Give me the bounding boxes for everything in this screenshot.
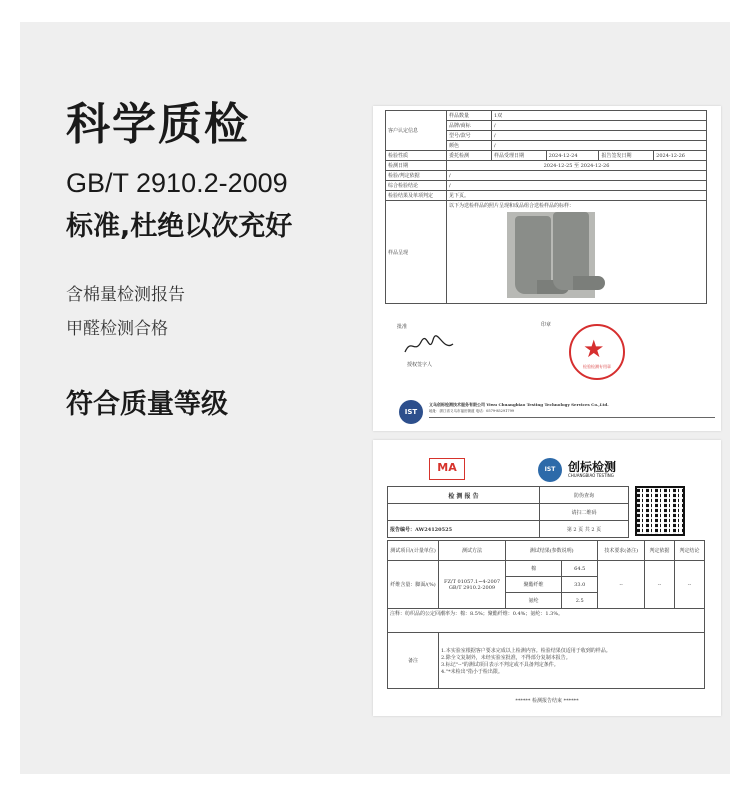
ist-logo-icon: IST xyxy=(538,458,562,482)
verdict-value: -- xyxy=(674,561,704,609)
test-nature: 委托检测 xyxy=(447,151,492,161)
feature-formaldehyde: 甲醛检测合格 xyxy=(66,319,168,339)
remark-item: 4."*未检出"指小于检出限。 xyxy=(441,668,503,675)
page-indicator: 第 2 页 共 2 页 xyxy=(539,521,628,538)
report-header-table xyxy=(387,486,629,538)
report-page-2 xyxy=(373,440,721,716)
brand-name-en: CHUANGBIAO TESTING xyxy=(568,473,614,478)
standard-code: GB/T 2910.2-2009 xyxy=(66,168,288,198)
sample-photo-cell xyxy=(447,201,707,304)
official-seal xyxy=(569,324,625,380)
fiber-name: 聚酯纤维 xyxy=(506,577,562,593)
brand-value: / xyxy=(492,121,707,131)
fiber-value: 64.5 xyxy=(562,561,598,577)
test-date: 2024-12-25 至 2024-12-26 xyxy=(447,161,707,171)
issued-label: 报告签发日期 xyxy=(599,151,654,161)
test-method: FZ/T 01057.1~4-2007 GB/T 2910.2-2009 xyxy=(439,561,506,609)
report-end-marker: ****** 检测报告结束 ****** xyxy=(515,698,579,704)
fiber-value: 33.0 xyxy=(562,577,598,593)
scan-hint: 请扫二维码 xyxy=(539,504,628,521)
approve-label: 批准 xyxy=(397,324,408,330)
conclusion-value: / xyxy=(447,181,707,191)
header-result: 测试结果(参数说明) xyxy=(506,541,598,561)
remarks-value: 见下页。 xyxy=(447,191,707,201)
header-verdict: 判定结论 xyxy=(674,541,704,561)
sample-label: 样品呈现 xyxy=(386,201,447,304)
received-date: 2024-12-24 xyxy=(546,151,599,161)
report-footer xyxy=(429,402,715,418)
header-item: 测试项目/(计量单位) xyxy=(388,541,439,561)
cma-logo-icon: MA xyxy=(429,458,465,480)
remark-item: 1.本实验室根据客户要求完成以上检测内容。检验结果仅适用于收到的样品。 xyxy=(441,647,611,654)
fiber-name: 棉 xyxy=(506,561,562,577)
report-page-1 xyxy=(373,106,721,431)
report-title: 检 测 报 告 xyxy=(388,487,540,504)
requirement-value: -- xyxy=(598,561,645,609)
sample-note: 以下为送检样品的照片呈现和成品组合送检样品的标样： xyxy=(449,203,575,209)
header-requirement: 技术要求(备注) xyxy=(598,541,645,561)
fiber-value: 2.5 xyxy=(562,593,598,609)
header-basis: 判定依据 xyxy=(644,541,674,561)
report-info-table xyxy=(385,110,707,304)
test-results-table xyxy=(387,540,705,689)
received-label: 样品受理日期 xyxy=(492,151,547,161)
remarks-label: 备注 xyxy=(388,633,439,689)
seal-text: 检验检测专用章 xyxy=(583,364,611,369)
model-value: / xyxy=(492,131,707,141)
color-label: 颜色 xyxy=(447,141,492,151)
brand-name: 创标检测 xyxy=(568,460,617,474)
footer-company: 义乌创标检测技术服务有限公司 Yiwu Chuangbiao Testing Technology Services Co.,Ltd. xyxy=(429,402,609,407)
test-date-label: 检测日期 xyxy=(386,161,447,171)
basis-value: -- xyxy=(644,561,674,609)
quality-grade: 符合质量等级 xyxy=(66,389,228,420)
client-info-label: 客户认定信息 xyxy=(386,111,447,151)
basis-label: 检验/判定依据 xyxy=(386,171,447,181)
issued-date: 2024-12-26 xyxy=(654,151,707,161)
standard-slogan: 标准,杜绝以次充好 xyxy=(66,211,293,242)
color-value: / xyxy=(492,141,707,151)
remark-item: 2.除全文复制外，未经实验室批准，不得部分复制本报告。 xyxy=(441,654,571,661)
feature-cotton-report: 含棉量检测报告 xyxy=(66,285,185,305)
model-label: 型号/款号 xyxy=(447,131,492,141)
sock-right-toe xyxy=(573,276,605,290)
footer-address: 地址：浙江省义乌市福田街道 电话：0579-85291799 xyxy=(429,409,515,413)
remarks-list xyxy=(439,633,705,689)
report-number: 报告编号：AW24120525 xyxy=(388,521,540,538)
qr-code[interactable] xyxy=(635,486,685,536)
conclusion-label: 综合检验结论 xyxy=(386,181,447,191)
seal-star-icon: ★ xyxy=(583,335,605,363)
remark-item: 3.标记"--"的测试项目表示不判定或不具备判定条件。 xyxy=(441,661,559,668)
item-fiber-content: 纤维含量：脚面/(%) xyxy=(388,561,439,609)
seal-label: 印章 xyxy=(541,322,552,328)
sample-qty: 1双 xyxy=(492,111,707,121)
basis-value: / xyxy=(447,171,707,181)
brand-label: 品牌/商标 xyxy=(447,121,492,131)
header-method: 测试方法 xyxy=(439,541,506,561)
sample-qty-label: 样品数量 xyxy=(447,111,492,121)
moisture-note: 注释：纺织品的公定回潮率为：棉：8.5%；聚酯纤维：0.4%；氨纶：1.3%。 xyxy=(388,609,705,633)
anti-fake-label: 防伪查询 xyxy=(539,487,628,504)
sock-photo xyxy=(507,212,595,298)
page-title: 科学质检 xyxy=(66,99,250,150)
signature xyxy=(403,334,457,358)
remarks-label: 检验结果及单项判定 xyxy=(386,191,447,201)
test-nature-label: 检验性质 xyxy=(386,151,447,161)
ist-logo-icon: IST xyxy=(399,400,423,424)
signer-label: 授权签字人 xyxy=(407,362,433,368)
footer-divider xyxy=(429,417,715,418)
fiber-name: 氨纶 xyxy=(506,593,562,609)
